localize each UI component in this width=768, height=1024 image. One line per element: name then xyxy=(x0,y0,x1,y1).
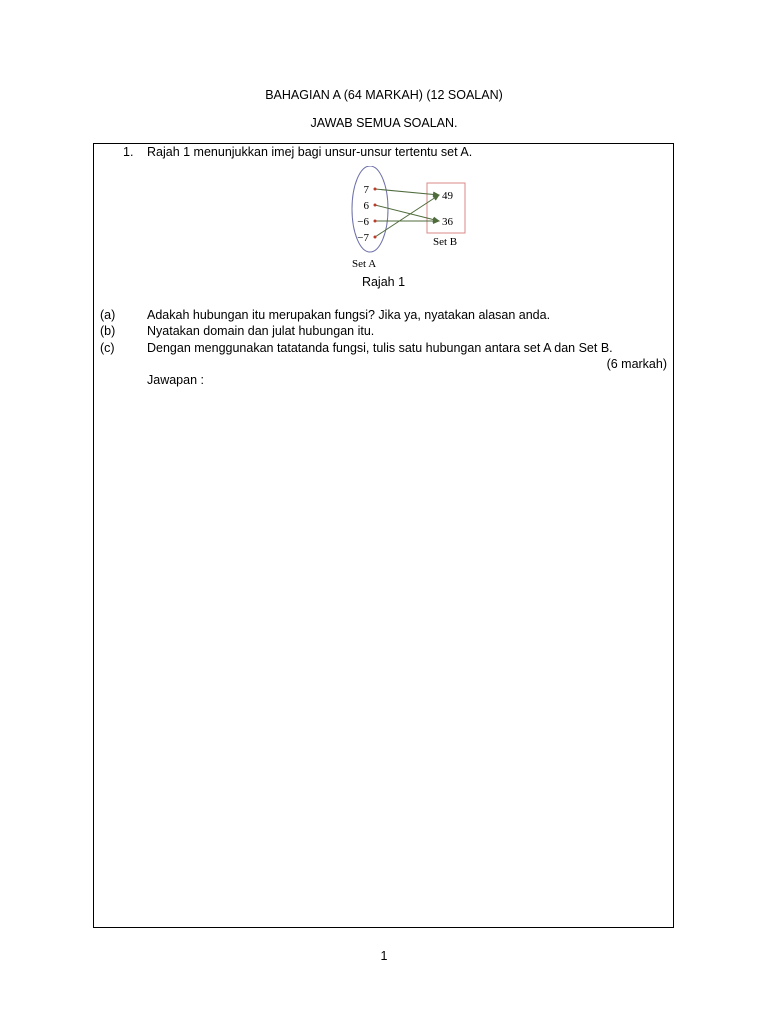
part-label: (a) xyxy=(100,308,116,322)
set-a-dot xyxy=(374,204,377,207)
page-number: 1 xyxy=(380,949,388,963)
question-box xyxy=(93,143,674,928)
answer-label: Jawapan : xyxy=(147,373,204,387)
part-text: Dengan menggunakan tatatanda fungsi, tulis satu hubungan antara set A dan Set B. xyxy=(147,341,613,355)
part-label: (c) xyxy=(100,341,115,355)
mapping-diagram xyxy=(349,166,469,276)
question-number: 1. xyxy=(123,145,134,159)
set-b-label: Set B xyxy=(433,236,458,248)
marks-allocation: (6 markah) xyxy=(606,357,667,371)
set-a-dot xyxy=(374,236,377,239)
section-title: BAHAGIAN A (64 MARKAH) (12 SOALAN) xyxy=(265,88,503,102)
set-a-label: Set A xyxy=(352,258,377,270)
part-text: Adakah hubungan itu merupakan fungsi? Jika ya, nyatakan alasan anda. xyxy=(147,308,551,322)
set-a-element: 7 xyxy=(363,184,369,196)
set-b-element: 36 xyxy=(442,216,453,228)
mapping-arrow xyxy=(375,189,439,195)
set-a-element: −6 xyxy=(357,216,369,228)
set-a-element: −7 xyxy=(357,232,369,244)
set-a-dot xyxy=(374,188,377,191)
part-label: (b) xyxy=(100,324,116,338)
mapping-arrow xyxy=(375,205,439,221)
mapping-diagram-svg xyxy=(349,166,469,276)
figure-caption: Rajah 1 xyxy=(361,275,406,289)
set-b-element: 49 xyxy=(442,190,453,202)
instruction-text: JAWAB SEMUA SOALAN. xyxy=(310,116,458,130)
part-text: Nyatakan domain dan julat hubungan itu. xyxy=(147,324,375,338)
question-text: Rajah 1 menunjukkan imej bagi unsur-unsur tertentu set A. xyxy=(147,145,473,159)
set-a-element: 6 xyxy=(363,200,369,212)
set-a-dot xyxy=(374,220,377,223)
mapping-arrow xyxy=(375,195,439,237)
